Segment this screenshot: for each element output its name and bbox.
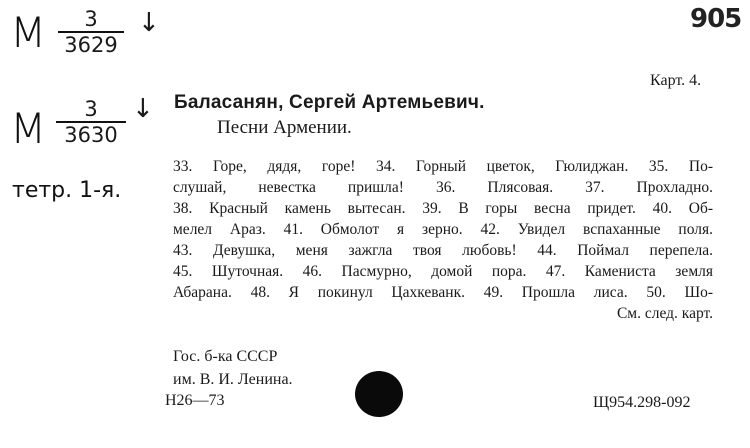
contents-line: 38. Красный камень вытесан. 39. В горы весна придет. 40. Об- xyxy=(173,200,713,217)
shelf-mark-2-numerator: 3 xyxy=(84,97,98,121)
contents-line: 45. Шуточная. 46. Пасмурно, домой пора. 47. Камениста земля xyxy=(173,263,713,280)
shelf-mark-1-fraction xyxy=(58,8,124,56)
library-imprint xyxy=(173,345,293,391)
stamp-number: 905 xyxy=(690,4,742,34)
work-title: Песни Армении. xyxy=(217,117,352,138)
contents-line: 33. Горе, дядя, горе! 34. Горный цветок, Гюлиджан. 35. По- xyxy=(173,158,713,175)
card-code-left: Н26—73 xyxy=(165,392,225,409)
card-number: Карт. 4. xyxy=(650,72,702,89)
shelf-mark-1-denominator: 3629 xyxy=(64,33,118,57)
contents-line: Абарана. 48. Я покинул Цахкеванк. 49. Прошла лиса. 50. Шо- xyxy=(173,284,713,301)
see-next-card: См. след. карт. xyxy=(616,305,713,322)
shelf-mark-1-hook: ↓ xyxy=(138,8,160,38)
author-heading: Баласанян, Сергей Артемьевич. xyxy=(174,92,485,113)
contents-line: мелел Араз. 41. Обмолот я зерно. 42. Увидел вспаханные поля. xyxy=(173,221,713,238)
punch-hole xyxy=(355,371,403,417)
card-code-right: Щ954.298-092 xyxy=(593,394,691,411)
shelf-mark-1-numerator: 3 xyxy=(84,7,98,31)
contents-list xyxy=(173,156,713,324)
contents-line: 43. Девушка, меня зажгла твоя любовь! 44. Поймал перепела. xyxy=(173,242,713,259)
shelf-mark-1-letter: М xyxy=(10,8,47,57)
library-line: Гос. б-ка СССР xyxy=(173,348,278,365)
contents-line: слушай, невестка пришла! 36. Плясовая. 37. Прохладно. xyxy=(173,179,713,196)
shelf-mark-2-hook: ↓ xyxy=(132,94,154,124)
notebook-note: тетр. 1-я. xyxy=(12,178,122,203)
shelf-mark-2-fraction xyxy=(56,98,126,146)
shelf-mark-2-letter: М xyxy=(10,104,47,153)
shelf-mark-2-denominator: 3630 xyxy=(64,123,118,147)
library-line: им. В. И. Ленина. xyxy=(173,371,293,388)
